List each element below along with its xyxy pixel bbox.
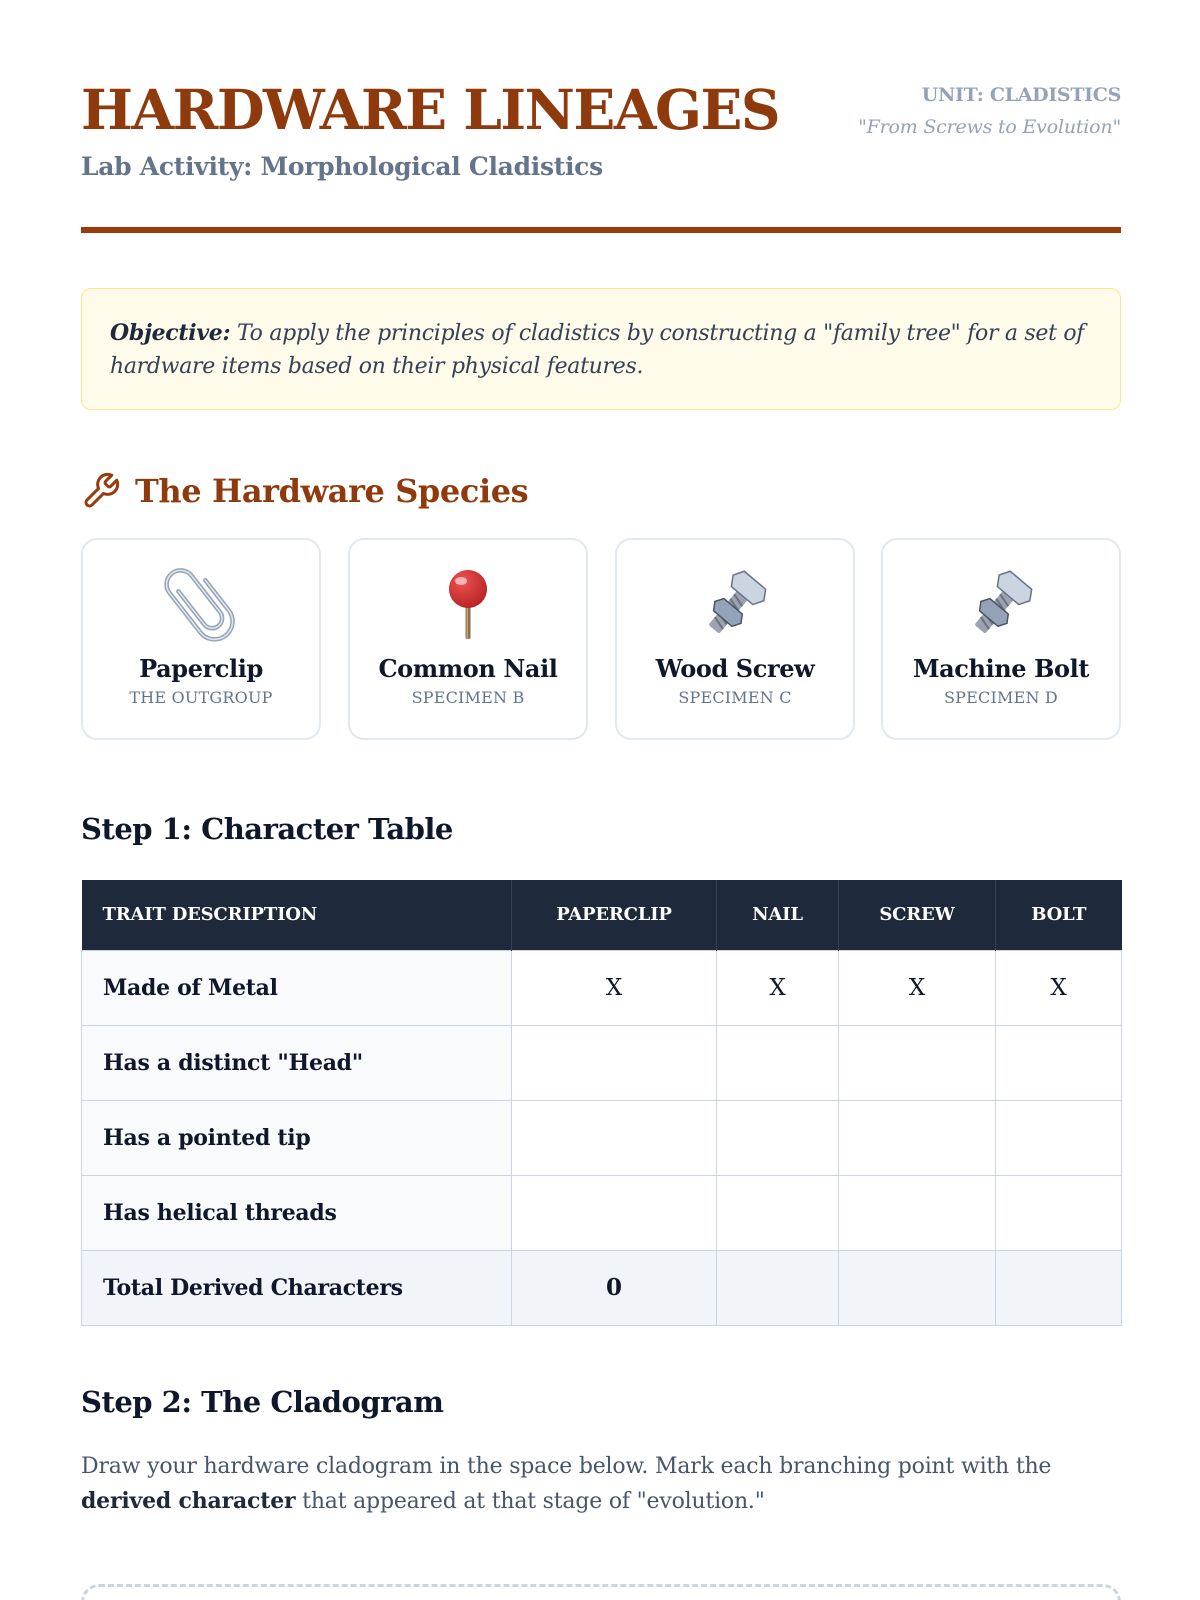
table-cell[interactable] [996, 1025, 1122, 1100]
objective-text: To apply the principles of cladistics by constructing a "family tree" for a set of hardware items based on their physical features. [110, 321, 1085, 379]
table-header-row [82, 880, 1122, 950]
species-name: Wood Screw [655, 654, 815, 683]
trait-cell: Made of Metal [82, 950, 512, 1025]
header-divider [81, 227, 1121, 233]
worksheet-page [81, 0, 1121, 1514]
trait-cell: Has a pointed tip [82, 1100, 512, 1175]
species-cards [81, 538, 1121, 740]
step2-heading: Step 2: The Cladogram [81, 1385, 444, 1419]
table-cell[interactable]: X [996, 950, 1122, 1025]
desc-text: Draw your hardware cladogram in the space below. Mark each branching point with the [81, 1454, 1052, 1479]
table-cell[interactable] [717, 1100, 839, 1175]
desc-text-end: that appeared at that stage of "evolution." [295, 1489, 765, 1514]
table-cell[interactable] [839, 1175, 996, 1250]
table-cell[interactable] [839, 1025, 996, 1100]
total-cell[interactable] [717, 1250, 839, 1325]
table-cell[interactable] [717, 1025, 839, 1100]
table-cell[interactable] [996, 1175, 1122, 1250]
species-card-paperclip [81, 538, 321, 740]
nut-and-bolt-icon [617, 568, 853, 640]
trait-cell: Has a distinct "Head" [82, 1025, 512, 1100]
species-tag: SPECIMEN B [411, 688, 525, 707]
table-cell[interactable] [717, 1175, 839, 1250]
objective-box [81, 288, 1121, 410]
species-card-bolt [881, 538, 1121, 740]
species-tag: THE OUTGROUP [129, 688, 273, 707]
step2-description [81, 1450, 1121, 1519]
unit-label: UNIT: CLADISTICS [921, 84, 1121, 106]
total-row [82, 1250, 1122, 1325]
cladogram-drawing-area[interactable] [81, 1584, 1121, 1600]
page-title: HARDWARE LINEAGES [81, 77, 780, 142]
species-name: Paperclip [139, 654, 263, 683]
table-cell[interactable] [512, 1025, 717, 1100]
species-tag: SPECIMEN C [678, 688, 792, 707]
table-row [82, 1025, 1122, 1100]
total-label: Total Derived Characters [82, 1250, 512, 1325]
species-heading-text: The Hardware Species [135, 472, 529, 510]
header-paperclip: PAPERCLIP [512, 880, 717, 950]
table-cell[interactable] [512, 1175, 717, 1250]
species-heading [81, 466, 528, 516]
desc-bold: derived character [81, 1488, 296, 1514]
pushpin-icon [350, 568, 586, 640]
table-row [82, 950, 1122, 1025]
header-screw: SCREW [839, 880, 996, 950]
table-row [82, 1175, 1122, 1250]
table-cell[interactable]: X [839, 950, 996, 1025]
total-cell[interactable] [839, 1250, 996, 1325]
nut-and-bolt-icon [883, 568, 1119, 640]
trait-cell: Has helical threads [82, 1175, 512, 1250]
species-card-screw [615, 538, 855, 740]
species-name: Common Nail [378, 654, 558, 683]
step1-heading: Step 1: Character Table [81, 812, 453, 846]
wrench-icon [81, 471, 121, 511]
table-cell[interactable] [996, 1100, 1122, 1175]
total-cell[interactable]: 0 [512, 1250, 717, 1325]
species-name: Machine Bolt [912, 654, 1090, 683]
table-cell[interactable]: X [512, 950, 717, 1025]
objective-label: Objective: [110, 320, 231, 346]
species-card-nail [348, 538, 588, 740]
header-nail: NAIL [717, 880, 839, 950]
table-cell[interactable]: X [717, 950, 839, 1025]
header [81, 0, 1121, 233]
total-cell[interactable] [996, 1250, 1122, 1325]
table-cell[interactable] [839, 1100, 996, 1175]
table-cell[interactable] [512, 1100, 717, 1175]
page-subtitle: Lab Activity: Morphological Cladistics [81, 152, 603, 181]
unit-quote: "From Screws to Evolution" [858, 116, 1121, 138]
header-trait: TRAIT DESCRIPTION [82, 880, 512, 950]
header-bolt: BOLT [996, 880, 1122, 950]
species-tag: SPECIMEN D [944, 688, 1058, 707]
paperclip-icon [83, 568, 319, 640]
table-row [82, 1100, 1122, 1175]
character-table [81, 880, 1122, 1326]
